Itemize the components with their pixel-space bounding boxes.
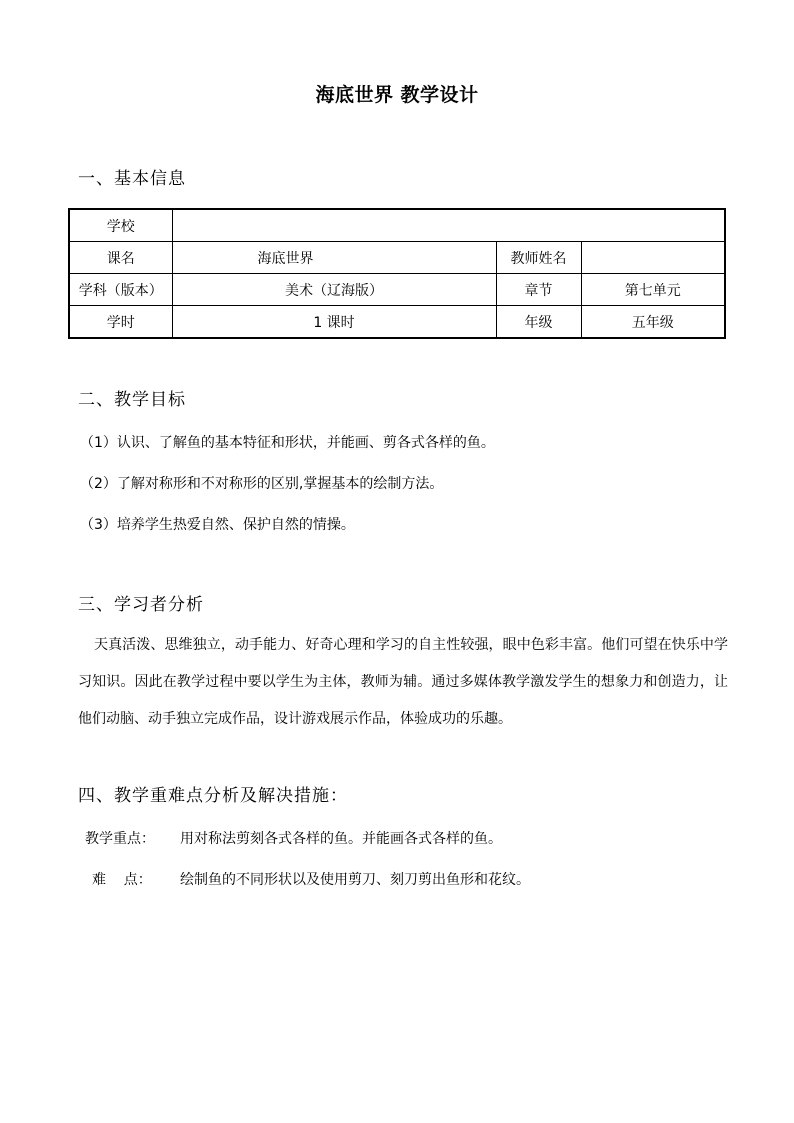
section-heading-learner-analysis: 三、学习者分析 — [78, 595, 204, 615]
teacher-value — [581, 242, 725, 274]
course-label: 课名 — [69, 242, 172, 274]
table-row — [69, 274, 725, 306]
table-row — [69, 306, 725, 339]
subject-value: 美术（辽海版） — [172, 274, 496, 306]
subject-label: 学科（版本） — [69, 274, 172, 306]
table-row — [69, 242, 725, 274]
focus-label: 教学重点： — [85, 831, 155, 847]
basic-info-table — [68, 208, 726, 339]
section-heading-objectives: 二、教学目标 — [78, 390, 186, 410]
chapter-value: 第七单元 — [581, 274, 725, 306]
difficulty-label: 难 点： — [92, 872, 152, 888]
table-row — [69, 209, 725, 242]
objective-item: （1）认识、了解鱼的基本特征和形状，并能画、剪各式各样的鱼。 — [80, 435, 495, 451]
hours-label: 学时 — [69, 306, 172, 339]
learner-analysis-paragraph: 天真活泼、思维独立，动手能力、好奇心理和学习的自主性较强，眼中色彩丰富。他们可望在快乐中学习知识。因此在教学过程中要以学生为主体，教师为辅。通过多媒体教学激发学生的想象力和创造力，让他们动脑、动手独立完成作品，设计游戏展示作品，体验成功的乐趣。 — [78, 637, 728, 727]
section-heading-key-points: 四、教学重难点分析及解决措施： — [78, 786, 348, 806]
school-label: 学校 — [69, 209, 172, 242]
course-value: 海底世界 — [172, 242, 496, 274]
objective-item: （3）培养学生热爱自然、保护自然的情操。 — [80, 517, 355, 533]
objective-item: （2）了解对称形和不对称形的区别,掌握基本的绘制方法。 — [80, 476, 444, 492]
grade-label: 年级 — [496, 306, 581, 339]
teacher-label: 教师姓名 — [496, 242, 581, 274]
document-title: 海底世界 教学设计 — [315, 84, 479, 106]
section-heading-basic-info: 一、基本信息 — [78, 169, 186, 189]
focus-text: 用对称法剪刻各式各样的鱼。并能画各式各样的鱼。 — [180, 831, 502, 847]
difficulty-text: 绘制鱼的不同形状以及使用剪刀、刻刀剪出鱼形和花纹。 — [180, 872, 530, 888]
school-value — [172, 209, 725, 242]
hours-value: 1 课时 — [172, 306, 496, 339]
grade-value: 五年级 — [581, 306, 725, 339]
chapter-label: 章节 — [496, 274, 581, 306]
